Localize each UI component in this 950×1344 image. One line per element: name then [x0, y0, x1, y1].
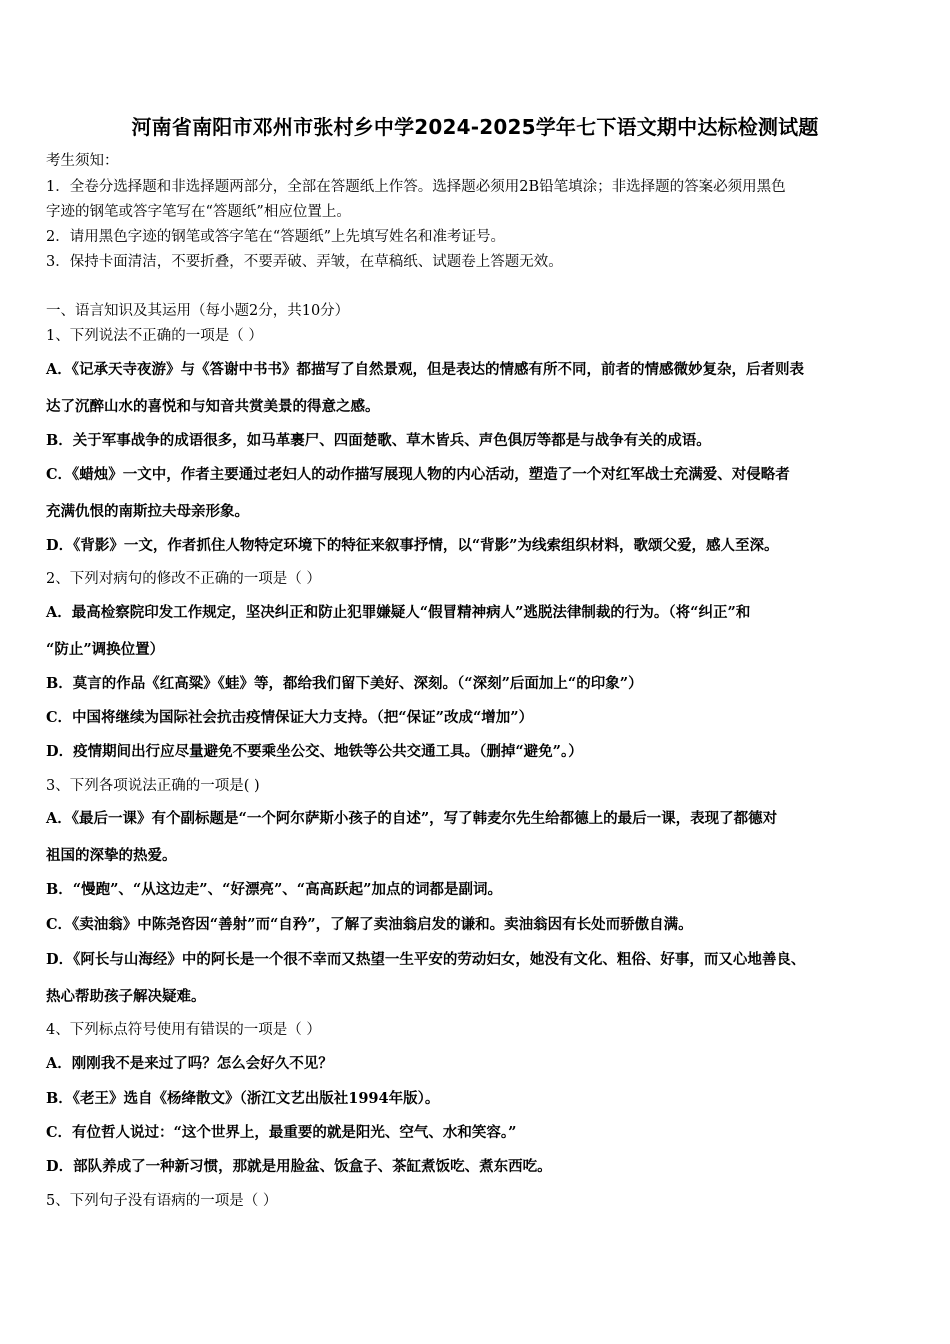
option-d-continued: 热心帮助孩子解决疑难。 [46, 988, 206, 1005]
option-d: D．部队养成了一种新习惯，那就是用脸盆、饭盒子、茶缸煮饭吃、煮东西吃。 [46, 1158, 552, 1175]
option-d: D．《阿长与山海经》中的阿长是一个很不幸而又热望一生平安的劳动妇女，她没有文化、粗俗、好事，而又心地善良、 [46, 951, 806, 968]
option-d: D．疫情期间出行应尽量避免不要乘坐公交、地铁等公共交通工具。（删掉“避免”。） [46, 743, 583, 760]
option-c-continued: 充满仇恨的南斯拉夫母亲形象。 [46, 503, 249, 520]
page-title: 河南省南阳市邓州市张村乡中学2024-2025学年七下语文期中达标检测试题 [131, 115, 819, 139]
option-a: A．《记承天寺夜游》与《答谢中书书》都描写了自然景观，但是表达的情感有所不同，前者的情感微妙复杂，后者则表 [46, 361, 804, 378]
option-b: B．“慢跑”、“从这边走”、“好漂亮”、“高高跃起”加点的词都是副词。 [46, 881, 502, 898]
option-a-continued: “防止”调换位置） [46, 641, 165, 658]
question-stem: 5、下列句子没有语病的一项是（ ） [46, 1193, 278, 1209]
question-stem: 2、下列对病句的修改不正确的一项是（ ） [46, 571, 321, 587]
notice-item: 2．请用黑色字迹的钢笔或答字笔在“答题纸”上先填写姓名和准考证号。 [46, 229, 506, 245]
section-heading: 一、语言知识及其运用（每小题2分，共10分） [46, 303, 350, 319]
option-a-continued: 达了沉醉山水的喜悦和与知音共赏美景的得意之感。 [46, 398, 380, 415]
option-c: C．有位哲人说过：“这个世界上，最重要的就是阳光、空气、水和笑容。” [46, 1124, 517, 1141]
notice-item: 1．全卷分选择题和非选择题两部分，全部在答题纸上作答。选择题必须用2B铅笔填涂；非选择题的答案必须用黑色 [46, 179, 786, 195]
question-stem: 1、下列说法不正确的一项是（ ） [46, 328, 263, 344]
option-b: B．《老王》选自《杨绛散文》（浙江文艺出版社1994年版）。 [46, 1090, 440, 1107]
option-a: A．最高检察院印发工作规定，坚决纠正和防止犯罪嫌疑人“假冒精神病人”逃脱法律制裁的行为。（将“纠正”和 [46, 604, 751, 621]
notice-item: 3．保持卡面清洁，不要折叠，不要弄破、弄皱，在草稿纸、试题卷上答题无效。 [46, 254, 563, 270]
option-a: A．刚刚我不是来过了吗？怎么会好久不见？ [46, 1055, 333, 1072]
notice-item: 字迹的钢笔或答字笔写在“答题纸”相应位置上。 [46, 204, 351, 220]
option-b: B．关于军事战争的成语很多，如马革裹尸、四面楚歌、草木皆兵、声色俱厉等都是与战争有关的成语。 [46, 432, 711, 449]
option-c: C．中国将继续为国际社会抗击疫情保证大力支持。（把“保证”改成“增加”） [46, 709, 534, 726]
option-a-continued: 祖国的深挚的热爱。 [46, 847, 177, 864]
question-stem: 3、下列各项说法正确的一项是( ) [46, 778, 260, 794]
option-c: C．《蜡烛》一文中，作者主要通过老妇人的动作描写展现人物的内心活动，塑造了一个对红军战士充满爱、对侵略者 [46, 466, 790, 483]
option-b: B．莫言的作品《红高粱》《蛙》等，都给我们留下美好、深刻。（“深刻”后面加上“的印象”） [46, 675, 643, 692]
notice-heading: 考生须知： [46, 153, 119, 169]
option-d: D．《背影》一文，作者抓住人物特定环境下的特征来叙事抒情，以“背影”为线索组织材料，歌颂父爱，感人至深。 [46, 537, 779, 554]
question-stem: 4、下列标点符号使用有错误的一项是（ ） [46, 1022, 321, 1038]
option-c: C．《卖油翁》中陈尧咨因“善射”而“自矜”，了解了卖油翁启发的谦和。卖油翁因有长处而骄傲自满。 [46, 916, 693, 933]
option-a: A．《最后一课》有个副标题是“一个阿尔萨斯小孩子的自述”，写了韩麦尔先生给都德上的最后一课，表现了都德对 [46, 810, 778, 827]
